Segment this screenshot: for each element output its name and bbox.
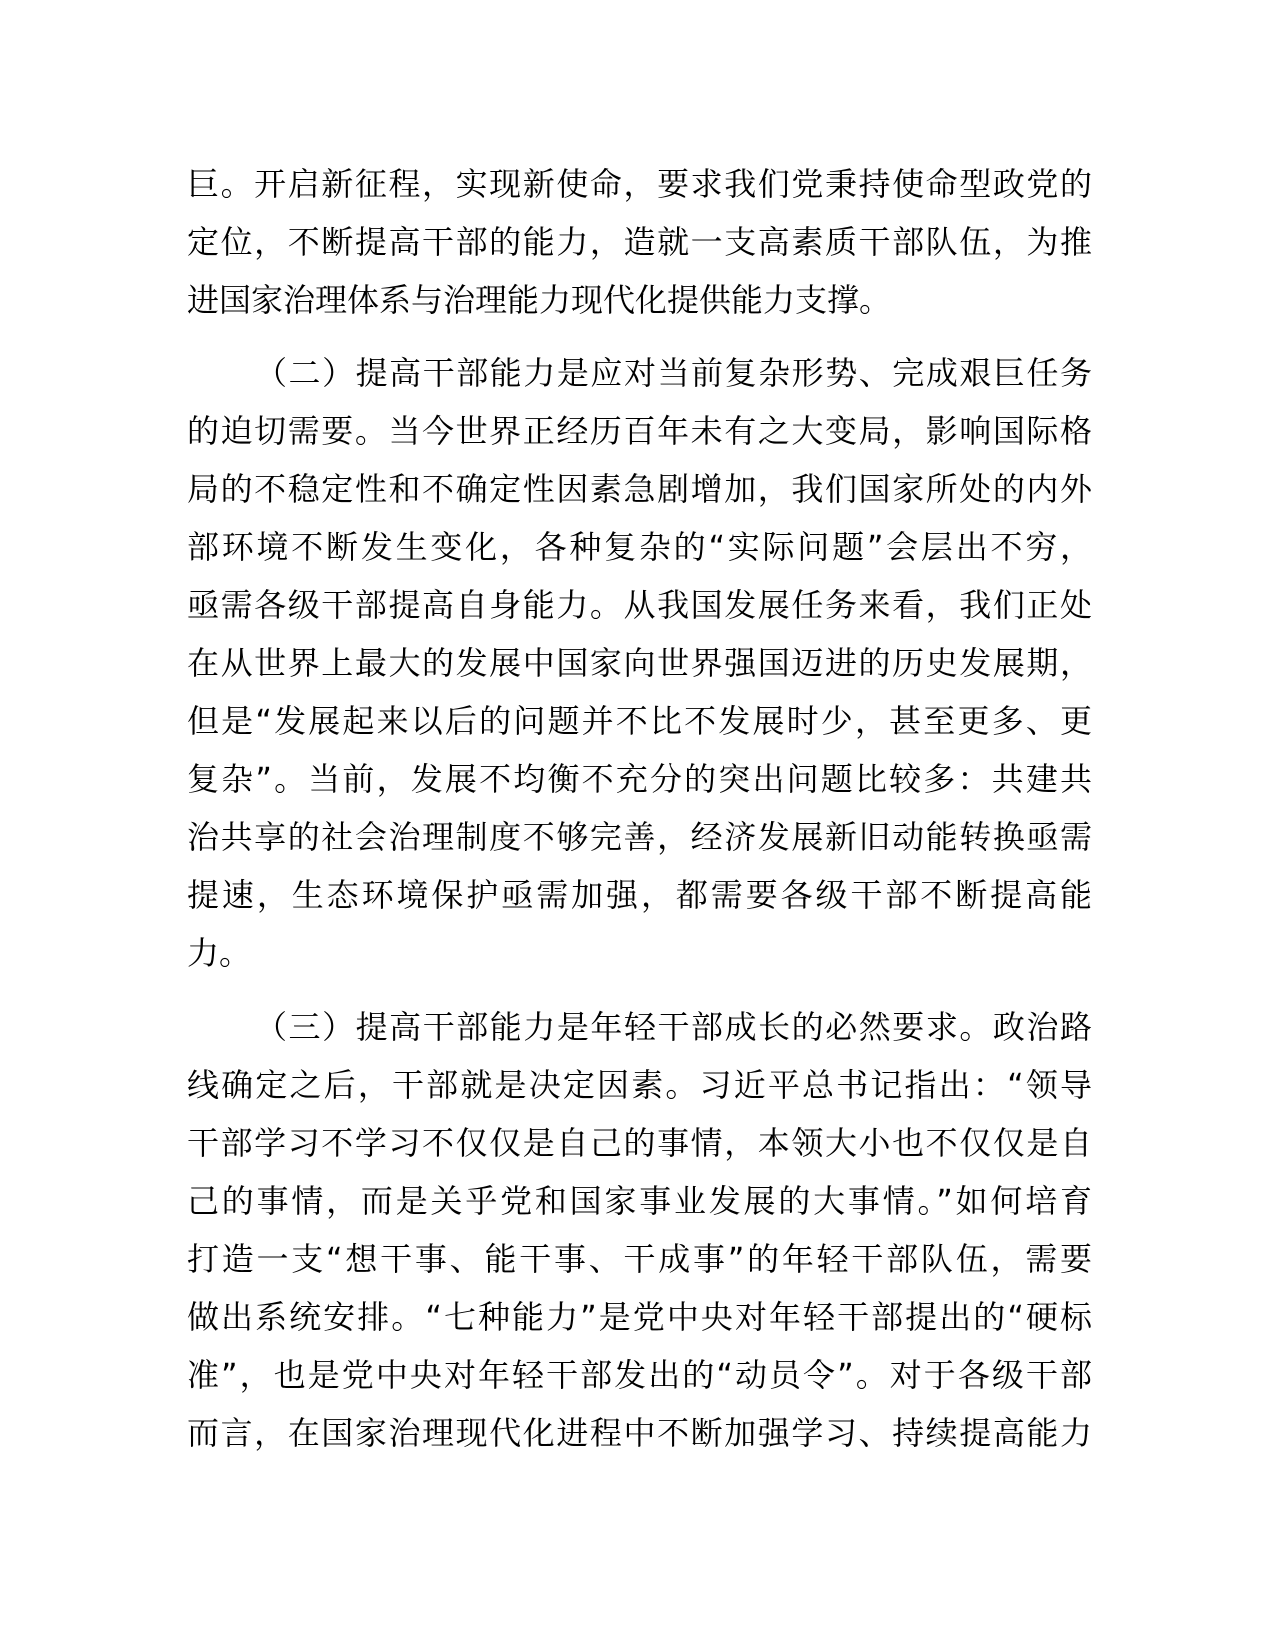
text-line: 的迫切需要。当今世界正经历百年未有之大变局，影响国际格 [187,412,1092,450]
paragraph-section-two [187,344,1092,982]
text-line: 但是“发展起来以后的问题并不比不发展时少，甚至更多、更 [187,702,1092,740]
text-line: 在从世界上最大的发展中国家向世界强国迈进的历史发展期， [187,644,1092,682]
text-line: 做出系统安排。“七种能力”是党中央对年轻干部提出的“硬标 [187,1298,1092,1336]
text-line: 力。 [187,934,252,972]
text-line: 巨。开启新征程，实现新使命，要求我们党秉持使命型政党的 [187,165,1092,203]
text-line: 己的事情，而是关乎党和国家事业发展的大事情。”如何培育 [187,1182,1092,1220]
paragraph-continuation [187,155,1092,329]
text-line: 治共享的社会治理制度不够完善，经济发展新旧动能转换亟需 [187,818,1092,856]
text-line: 定位，不断提高干部的能力，造就一支高素质干部队伍，为推 [187,223,1092,261]
text-line: 局的不稳定性和不确定性因素急剧增加，我们国家所处的内外 [187,470,1092,508]
text-line: 复杂”。当前，发展不均衡不充分的突出问题比较多：共建共 [187,760,1092,798]
text-line: （二）提高干部能力是应对当前复杂形势、完成艰巨任务 [255,354,1092,392]
text-line: 准”，也是党中央对年轻干部发出的“动员令”。对于各级干部 [187,1356,1092,1394]
text-line: 而言，在国家治理现代化进程中不断加强学习、持续提高能力 [187,1414,1092,1452]
text-line: 部环境不断发生变化，各种复杂的“实际问题”会层出不穷， [187,528,1092,566]
text-line: 打造一支“想干事、能干事、干成事”的年轻干部队伍，需要 [187,1240,1092,1278]
text-line: 进国家治理体系与治理能力现代化提供能力支撑。 [187,281,892,319]
text-line: （三）提高干部能力是年轻干部成长的必然要求。政治路 [255,1008,1092,1046]
text-line: 提速，生态环境保护亟需加强，都需要各级干部不断提高能 [187,876,1092,914]
text-line: 干部学习不学习不仅仅是自己的事情，本领大小也不仅仅是自 [187,1124,1092,1162]
text-line: 线确定之后，干部就是决定因素。习近平总书记指出：“领导 [187,1066,1092,1104]
paragraph-section-three [187,998,1092,1462]
text-line: 亟需各级干部提高自身能力。从我国发展任务来看，我们正处 [187,586,1092,624]
